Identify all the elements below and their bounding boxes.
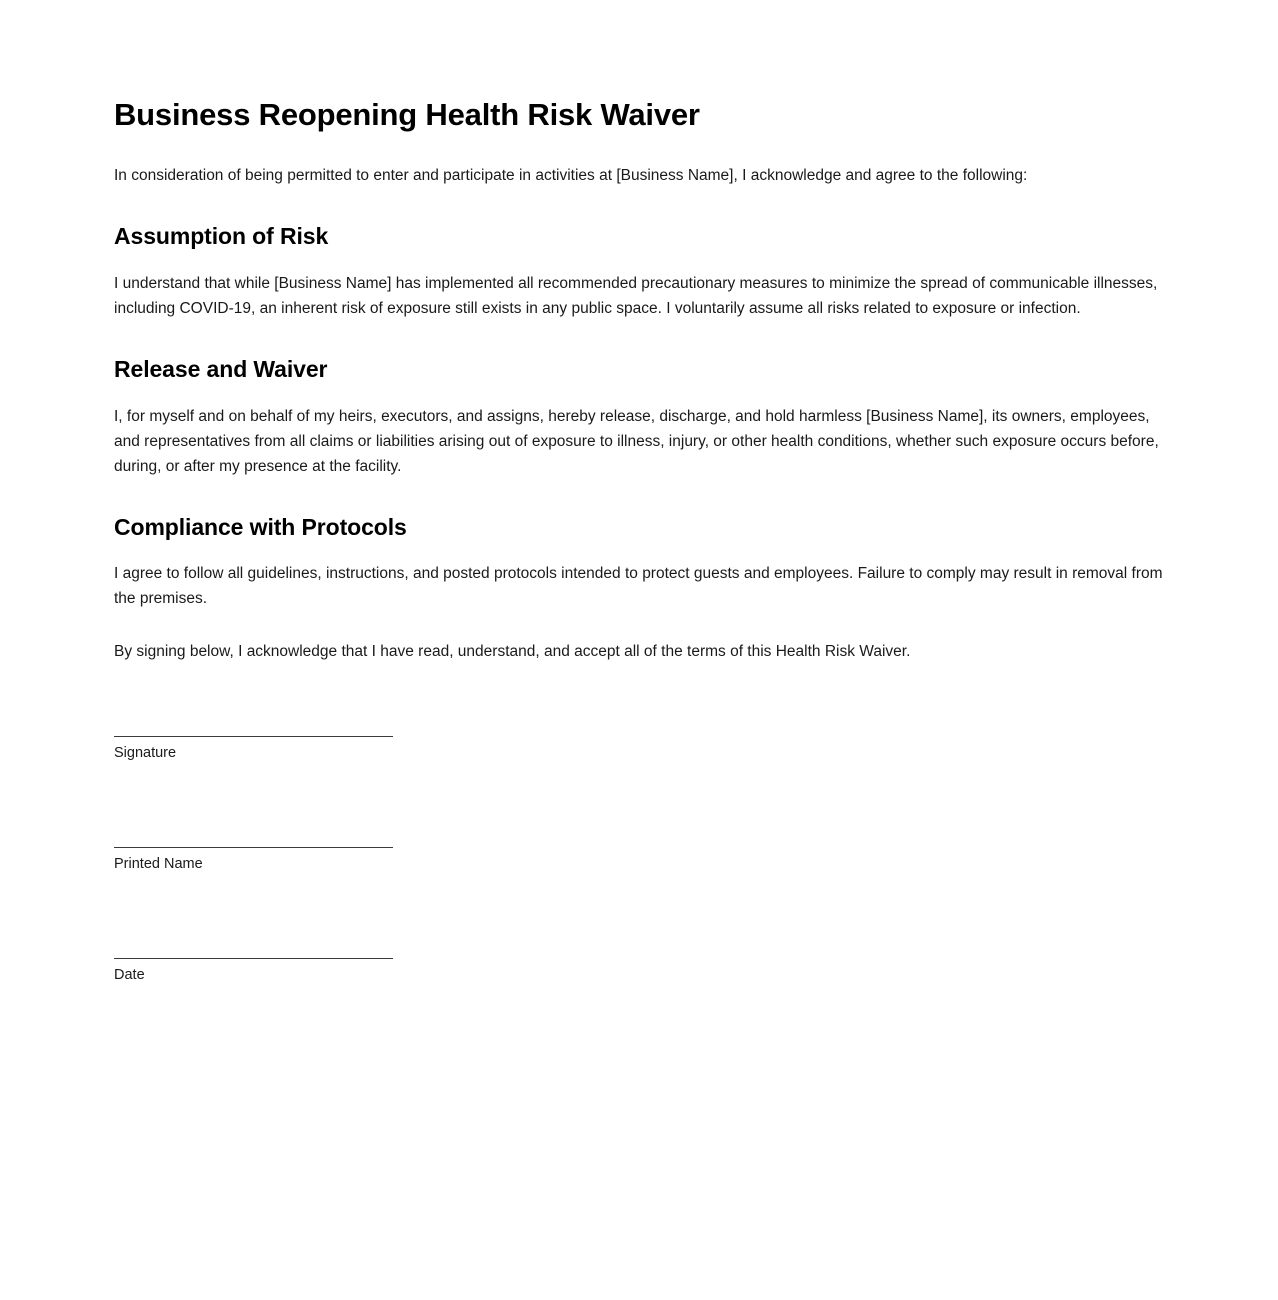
section-heading-release-and-waiver: Release and Waiver: [114, 355, 328, 382]
section-compliance-with-protocols: [114, 513, 1163, 612]
section-body-compliance-with-protocols: I agree to follow all guidelines, instructions, and posted protocols intended to protect guests and employees. Failure to comply may result in removal from the premises.: [114, 565, 1163, 608]
signature-label-printed-name: Printed Name: [114, 856, 203, 873]
page-title: Business Reopening Health Risk Waiver: [114, 97, 700, 132]
acknowledgement-paragraph: By signing below, I acknowledge that I have read, understand, and accept all of the terms of this Health Risk Waiver.: [114, 643, 911, 661]
signature-line-printed-name[interactable]: [114, 847, 393, 848]
section-body-release-and-waiver: I, for myself and on behalf of my heirs, executors, and assigns, hereby release, discharge, and hold harmless [Business Name], its owners, employees, and representatives from all claims or liabilities arising out of exposure to illness, injury, or other health conditions, whether such exposure occurs before, during, or after my presence at the facility.: [114, 407, 1159, 475]
signature-field-date[interactable]: [114, 958, 393, 985]
signature-line-date[interactable]: [114, 958, 393, 959]
section-heading-compliance-with-protocols: Compliance with Protocols: [114, 513, 407, 540]
section-release-and-waiver: [114, 355, 1163, 479]
signature-line-signature[interactable]: [114, 736, 393, 737]
section-heading-assumption-of-risk: Assumption of Risk: [114, 223, 329, 250]
signature-field-printed-name[interactable]: [114, 847, 393, 874]
signature-field-signature[interactable]: [114, 736, 393, 763]
intro-paragraph: In consideration of being permitted to enter and participate in activities at [Business Name], I acknowledge and agree to the following:: [114, 167, 1028, 185]
signature-label-signature: Signature: [114, 745, 177, 762]
section-body-assumption-of-risk: I understand that while [Business Name] has implemented all recommended precautionary measures to minimize the spread of communicable illnesses, including COVID-19, an inherent risk of exposure still exists in any public space. I voluntarily assume all risks related to exposure or infection.: [114, 274, 1158, 317]
signature-label-date: Date: [114, 967, 145, 984]
signature-block: [114, 736, 1163, 985]
section-assumption-of-risk: [114, 222, 1163, 321]
